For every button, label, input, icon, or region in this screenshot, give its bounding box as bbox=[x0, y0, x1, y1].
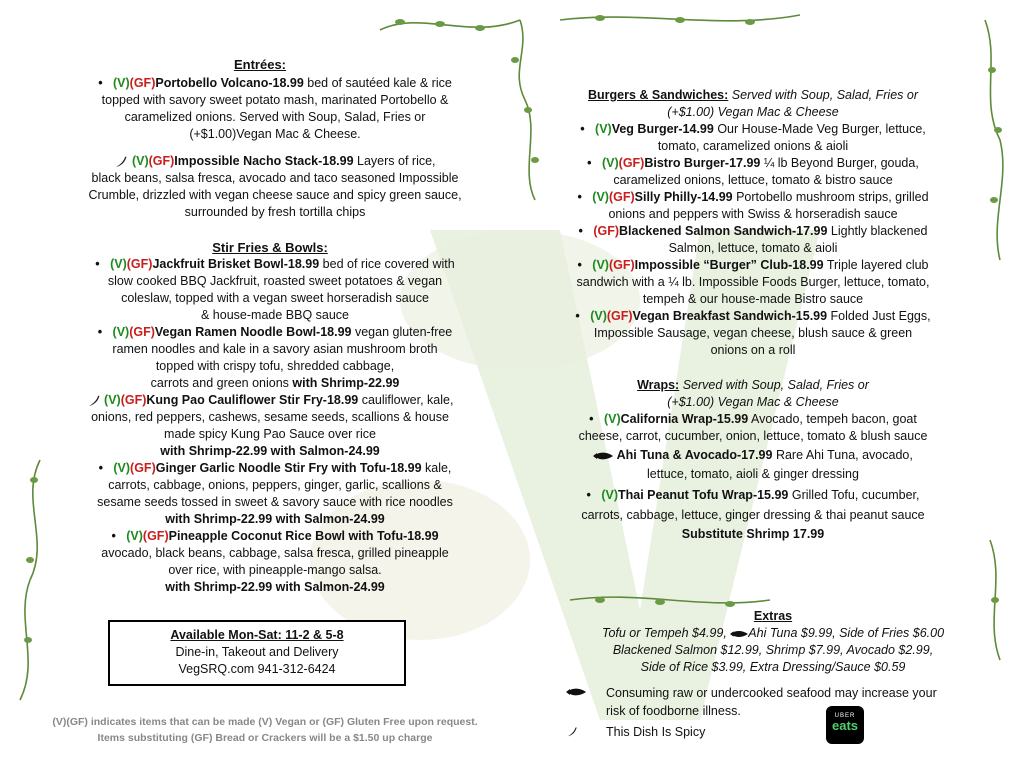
menu-item-california-wrap: • (V)California Wrap-15.99 Avocado, tempeh bacon, goat cheese, carrot, cucumber, onion, lettuce, tomato & blush sauce bbox=[578, 412, 928, 443]
fish-icon bbox=[593, 452, 613, 460]
menu-item-kung-pao-cauliflower: (V)(GF)Kung Pao Cauliflower Stir Fry-18.99 cauliflower, kale, onions, red peppers, cashews, sesame seeds, scallions & house made spicy Kung Pao Sauce over rice with Shrimp-22.99 with Salmon-24.99 bbox=[40, 392, 500, 460]
footnote-line-2: Items substituting (GF) Bread or Crackers will be a $1.50 up charge bbox=[97, 732, 433, 744]
service-types: Dine-in, Takeout and Delivery bbox=[175, 645, 339, 659]
website-phone: VegSRQ.com 941-312-6424 bbox=[178, 662, 336, 676]
fish-icon bbox=[730, 630, 748, 638]
menu-item-vegan-ramen-noodle-bowl: • (V)(GF)Vegan Ramen Noodle Bowl-18.99 vegan gluten-free ramen noodles and kale in a savory asian mushroom broth topped with crispy tofu, shredded cabbage, carrots and green onions with Shrimp-22.99 bbox=[97, 325, 453, 390]
uber-eats-logo[interactable]: UBER eats bbox=[826, 706, 864, 744]
chili-pepper-icon bbox=[87, 395, 101, 407]
chili-pepper-icon bbox=[566, 726, 578, 738]
menu-item-veg-burger: • (V)Veg Burger-14.99 Our House-Made Veg Burger, lettuce, tomato, caramelized onions & aioli bbox=[580, 122, 926, 153]
menu-item-jackfruit-brisket-bowl: • (V)(GF)Jackfruit Brisket Bowl-18.99 bed of rice covered with slow cooked BBQ Jackfruit, roasted sweet potatoes & vegan coleslaw, topped with a vegan sweet horseradish sauce & house-made BBQ sauce bbox=[95, 257, 455, 322]
menu-item-impossible-nacho-stack: (V)(GF)Impossible Nacho Stack-18.99 Layers of rice, black beans, salsa fresca, avocado and taco seasoned Impossible Crumble, drizzled with vegan cheese sauce and spicy green sauce, surrounded by fresh tortilla chips bbox=[88, 154, 462, 219]
footnote-line-1: (V)(GF) indicates items that can be made (V) Vegan or (GF) Gluten Free upon request. bbox=[52, 716, 478, 728]
spicy-legend: This Dish Is Spicy bbox=[606, 725, 706, 739]
menu-item-ahi-tuna-avocado: Ahi Tuna & Avocado-17.99 Rare Ahi Tuna, avocado, lettuce, tomato, aioli & ginger dressing bbox=[548, 446, 958, 484]
menu-item-blackened-salmon-sandwich: • (GF)Blackened Salmon Sandwich-17.99 Lightly blackened Salmon, lettuce, tomato & aioli bbox=[578, 224, 928, 255]
burgers-heading: Burgers & Sandwiches: bbox=[587, 88, 729, 102]
menu-item-pineapple-coconut-rice-bowl: • (V)(GF)Pineapple Coconut Rice Bowl with Tofu-18.99 avocado, black beans, cabbage, salsa fresca, grilled pineapple over rice, with pineapple-mango salsa. with Shrimp-22.99 with Salmon-24.99 bbox=[101, 529, 449, 594]
raw-seafood-warning: Consuming raw or undercooked seafood may increase your risk of foodborne illness. bbox=[606, 686, 937, 718]
menu-item-thai-peanut-tofu-wrap: • (V)Thai Peanut Tofu Wrap-15.99 Grilled Tofu, cucumber, carrots, cabbage, lettuce, ginger dressing & thai peanut sauce bbox=[581, 488, 925, 522]
entrees-heading: Entrées: bbox=[233, 57, 287, 72]
extras-heading: Extras bbox=[753, 609, 793, 623]
menu-item-silly-philly: • (V)(GF)Silly Philly-14.99 Portobello mushroom strips, grilled onions and peppers with Swiss & horseradish sauce bbox=[577, 190, 929, 221]
fish-icon bbox=[566, 688, 586, 696]
stir-fries-heading: Stir Fries & Bowls: bbox=[212, 240, 328, 255]
menu-item-portobello-volcano: • (V)(GF)Portobello Volcano-18.99 bed of sautéed kale & rice topped with savory sweet potato mash, marinated Portobello & caramelized onions. Served with Soup, Salad, Fries or (+$1.00)Vegan Mac & Cheese. bbox=[98, 76, 452, 141]
menu-item-bistro-burger: • (V)(GF)Bistro Burger-17.99 ¼ lb Beyond Burger, gouda, caramelized onions, lettuce, tomato & bistro sauce bbox=[587, 156, 919, 187]
hours-title: Available Mon-Sat: 11-2 & 5-8 bbox=[170, 628, 344, 642]
burgers-section-header: Burgers & Sandwiches: Served with Soup, Salad, Fries or (+$1.00) Vegan Mac & Cheese bbox=[587, 88, 918, 119]
menu-item-ginger-garlic-noodle: • (V)(GF)Ginger Garlic Noodle Stir Fry with Tofu-18.99 kale, carrots, cabbage, onions, peppers, ginger, garlic, scallions & sesame seeds tossed in sweet & savory sauce with rice noodles with Shrimp-22.99 with Salmon-24.99 bbox=[97, 461, 453, 526]
substitute-shrimp-note: Substitute Shrimp 17.99 bbox=[681, 527, 825, 541]
menu-item-vegan-breakfast-sandwich: • (V)(GF)Vegan Breakfast Sandwich-15.99 Folded Just Eggs, Impossible Sausage, vegan cheese, blush sauce & green onions on a roll bbox=[575, 309, 931, 357]
menu-item-impossible-burger-club: • (V)(GF)Impossible “Burger” Club-18.99 Triple layered club sandwich with a ¼ lb. Impossible Foods Burger, lettuce, tomato, tempeh & our house-made Bistro sauce bbox=[576, 258, 930, 306]
wraps-section-header: Wraps: Served with Soup, Salad, Fries or (+$1.00) Vegan Mac & Cheese bbox=[637, 378, 869, 409]
extras-section: Extras Tofu or Tempeh $4.99, Ahi Tuna $9.99, Side of Fries $6.00 Blackened Salmon $12.99, Shrimp $7.99, Avocado $2.99, Side of Rice $3.99, Extra Dressing/Sauce $0.59 bbox=[548, 608, 998, 676]
vine-decoration-left bbox=[20, 460, 40, 700]
chili-pepper-icon bbox=[114, 156, 128, 168]
wraps-heading: Wraps: bbox=[637, 378, 680, 392]
hours-info-box bbox=[108, 620, 406, 686]
